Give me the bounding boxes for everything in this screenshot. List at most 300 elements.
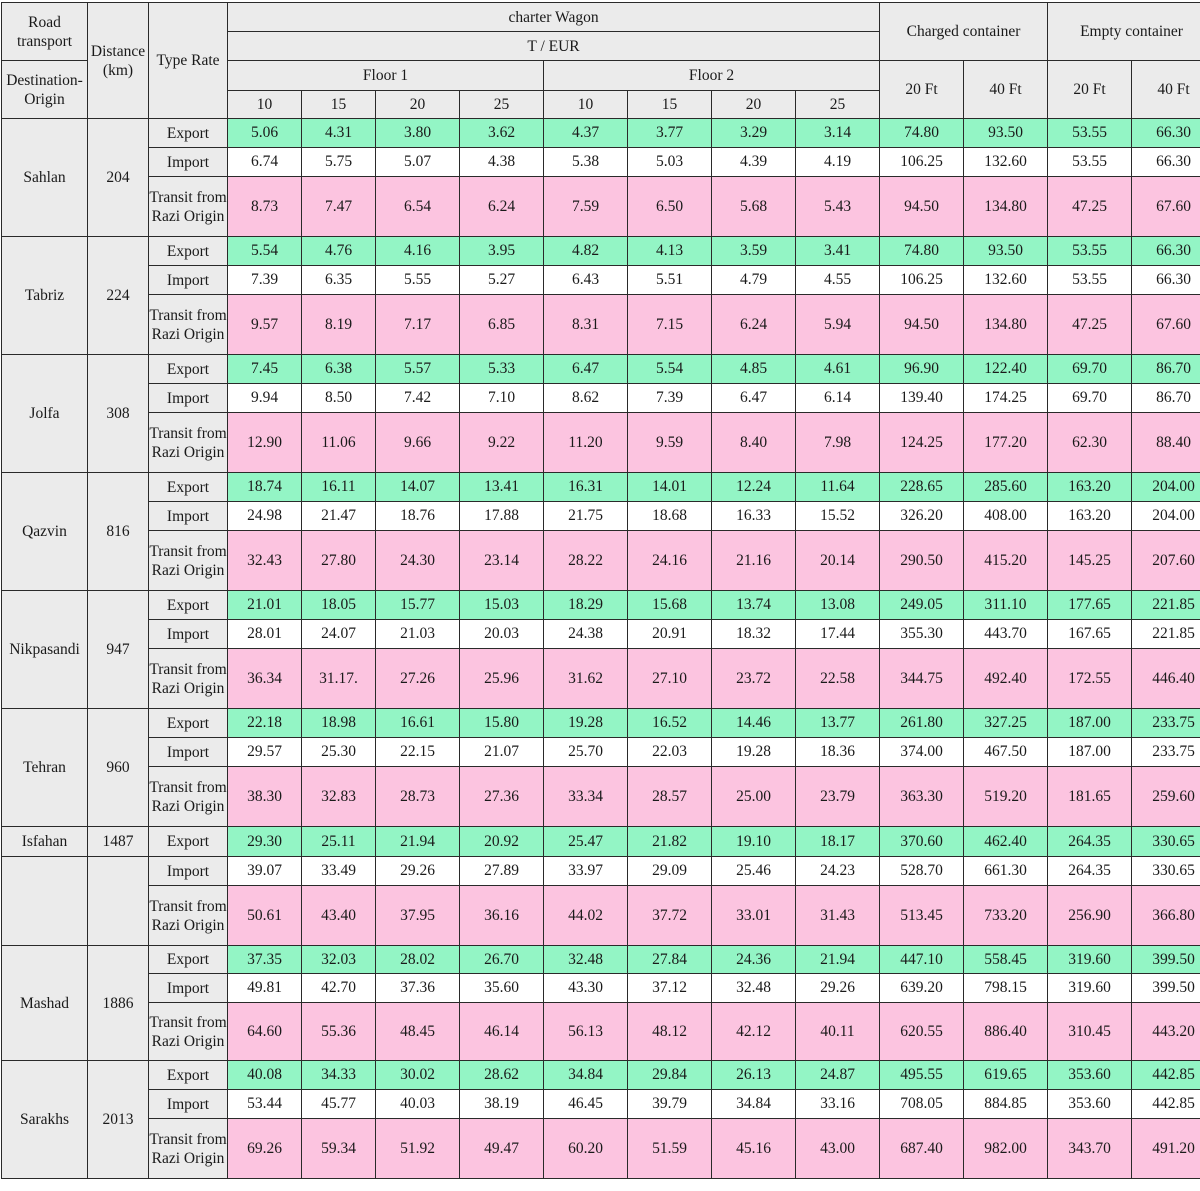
rate-value-cell: 343.70 — [1048, 1119, 1132, 1179]
rate-value-cell: 23.79 — [796, 767, 880, 827]
rate-value-cell: 8.73 — [228, 177, 302, 237]
rate-value-cell: 27.26 — [376, 649, 460, 709]
rate-value-cell: 4.55 — [796, 266, 880, 295]
rate-value-cell: 21.47 — [302, 502, 376, 531]
rate-value-cell: 66.30 — [1132, 237, 1200, 266]
rate-value-cell: 221.85 — [1132, 620, 1200, 649]
rate-value-cell: 29.26 — [796, 974, 880, 1003]
rate-value-cell: 330.65 — [1132, 857, 1200, 886]
rate-value-cell: 207.60 — [1132, 531, 1200, 591]
rate-value-cell: 21.01 — [228, 591, 302, 620]
rate-value-cell: 7.98 — [796, 413, 880, 473]
rate-value-cell: 492.40 — [964, 649, 1048, 709]
rate-value-cell: 467.50 — [964, 738, 1048, 767]
rate-value-cell: 27.84 — [628, 946, 712, 974]
rate-value-cell: 233.75 — [1132, 709, 1200, 738]
floor2-header: Floor 2 — [544, 61, 880, 91]
type-rate-cell: Export — [149, 119, 228, 148]
type-rate-cell: Import — [149, 738, 228, 767]
rate-value-cell: 19.28 — [544, 709, 628, 738]
type-rate-cell: Export — [149, 237, 228, 266]
freight-rate-table — [1, 2, 1200, 1179]
floor1-header: Floor 1 — [228, 61, 544, 91]
rate-value-cell: 399.50 — [1132, 974, 1200, 1003]
table-row — [2, 531, 1200, 591]
rate-value-cell: 28.57 — [628, 767, 712, 827]
rate-value-cell: 374.00 — [880, 738, 964, 767]
rate-value-cell: 74.80 — [880, 119, 964, 148]
rate-value-cell: 28.73 — [376, 767, 460, 827]
rate-value-cell: 326.20 — [880, 502, 964, 531]
rate-value-cell: 18.76 — [376, 502, 460, 531]
rate-value-cell: 31.43 — [796, 886, 880, 946]
charged-40ft-header: 40 Ft — [964, 61, 1048, 119]
rate-value-cell: 18.68 — [628, 502, 712, 531]
rate-value-cell: 13.77 — [796, 709, 880, 738]
rate-value-cell: 39.07 — [228, 857, 302, 886]
rate-value-cell: 285.60 — [964, 473, 1048, 502]
rate-value-cell: 14.46 — [712, 709, 796, 738]
rate-value-cell: 14.01 — [628, 473, 712, 502]
rate-value-cell: 24.87 — [796, 1061, 880, 1090]
rate-value-cell: 24.38 — [544, 620, 628, 649]
rate-value-cell: 528.70 — [880, 857, 964, 886]
rate-value-cell: 26.70 — [460, 946, 544, 974]
rate-value-cell: 20.03 — [460, 620, 544, 649]
rate-value-cell: 11.64 — [796, 473, 880, 502]
rate-value-cell: 6.24 — [460, 177, 544, 237]
rate-value-cell: 264.35 — [1048, 857, 1132, 886]
rate-value-cell: 4.61 — [796, 355, 880, 384]
rate-value-cell: 661.30 — [964, 857, 1048, 886]
rate-value-cell: 16.11 — [302, 473, 376, 502]
rate-value-cell: 5.27 — [460, 266, 544, 295]
rate-value-cell: 46.14 — [460, 1003, 544, 1061]
rate-value-cell: 9.59 — [628, 413, 712, 473]
rate-value-cell: 733.20 — [964, 886, 1048, 946]
rate-value-cell: 174.25 — [964, 384, 1048, 413]
type-rate-cell: Transit from Razi Origin — [149, 295, 228, 355]
rate-value-cell: 134.80 — [964, 295, 1048, 355]
rate-value-cell: 884.85 — [964, 1090, 1048, 1119]
rate-value-cell: 24.23 — [796, 857, 880, 886]
rate-value-cell: 37.95 — [376, 886, 460, 946]
type-rate-cell: Export — [149, 827, 228, 857]
rate-value-cell: 18.05 — [302, 591, 376, 620]
rate-value-cell: 25.70 — [544, 738, 628, 767]
rate-value-cell: 7.10 — [460, 384, 544, 413]
rate-value-cell: 5.51 — [628, 266, 712, 295]
rate-value-cell: 5.57 — [376, 355, 460, 384]
table-row — [2, 413, 1200, 473]
rate-value-cell: 55.36 — [302, 1003, 376, 1061]
rate-value-cell: 513.45 — [880, 886, 964, 946]
rate-value-cell: 5.94 — [796, 295, 880, 355]
rate-value-cell: 5.55 — [376, 266, 460, 295]
tonnage-header: 20 — [376, 91, 460, 119]
rate-value-cell: 687.40 — [880, 1119, 964, 1179]
type-rate-cell: Export — [149, 473, 228, 502]
rate-value-cell: 45.77 — [302, 1090, 376, 1119]
table-body — [2, 119, 1200, 1179]
rate-value-cell: 27.36 — [460, 767, 544, 827]
distance-cell: 2013 — [88, 1061, 149, 1179]
rate-value-cell: 27.89 — [460, 857, 544, 886]
rate-value-cell: 21.94 — [376, 827, 460, 857]
rate-value-cell: 13.74 — [712, 591, 796, 620]
rate-value-cell: 19.10 — [712, 827, 796, 857]
rate-value-cell: 5.07 — [376, 148, 460, 177]
rate-value-cell: 88.40 — [1132, 413, 1200, 473]
rate-value-cell: 319.60 — [1048, 946, 1132, 974]
rate-value-cell: 370.60 — [880, 827, 964, 857]
rate-value-cell: 18.74 — [228, 473, 302, 502]
rate-value-cell: 36.34 — [228, 649, 302, 709]
tonnage-header: 15 — [628, 91, 712, 119]
rate-value-cell: 47.25 — [1048, 177, 1132, 237]
rate-value-cell: 353.60 — [1048, 1061, 1132, 1090]
rate-value-cell: 5.03 — [628, 148, 712, 177]
destination-cell: Jolfa — [2, 355, 88, 473]
rate-value-cell: 44.02 — [544, 886, 628, 946]
distance-cell-empty — [88, 857, 149, 946]
rate-value-cell: 35.60 — [460, 974, 544, 1003]
tonnage-header: 15 — [302, 91, 376, 119]
rate-value-cell: 17.44 — [796, 620, 880, 649]
rate-value-cell: 181.65 — [1048, 767, 1132, 827]
rate-value-cell: 259.60 — [1132, 767, 1200, 827]
rate-value-cell: 124.25 — [880, 413, 964, 473]
rate-value-cell: 32.48 — [544, 946, 628, 974]
rate-value-cell: 46.45 — [544, 1090, 628, 1119]
destination-cell: Tehran — [2, 709, 88, 827]
rate-value-cell: 6.50 — [628, 177, 712, 237]
rate-value-cell: 24.30 — [376, 531, 460, 591]
rate-value-cell: 53.55 — [1048, 237, 1132, 266]
table-row — [2, 1061, 1200, 1090]
destination-origin-header: Destination-Origin — [2, 61, 88, 119]
type-rate-cell: Import — [149, 857, 228, 886]
table-row — [2, 886, 1200, 946]
rate-value-cell: 6.54 — [376, 177, 460, 237]
rate-value-cell: 25.96 — [460, 649, 544, 709]
table-row — [2, 946, 1200, 974]
rate-value-cell: 639.20 — [880, 974, 964, 1003]
rate-value-cell: 5.38 — [544, 148, 628, 177]
road-transport-header: Road transport — [2, 3, 88, 61]
rate-value-cell: 74.80 — [880, 237, 964, 266]
rate-value-cell: 6.47 — [544, 355, 628, 384]
type-rate-cell: Transit from Razi Origin — [149, 1119, 228, 1179]
rate-value-cell: 51.92 — [376, 1119, 460, 1179]
rate-value-cell: 15.68 — [628, 591, 712, 620]
rate-value-cell: 5.54 — [228, 237, 302, 266]
rate-value-cell: 34.84 — [544, 1061, 628, 1090]
table-row — [2, 591, 1200, 620]
rate-value-cell: 17.88 — [460, 502, 544, 531]
rate-value-cell: 261.80 — [880, 709, 964, 738]
rate-value-cell: 447.10 — [880, 946, 964, 974]
type-rate-cell: Import — [149, 384, 228, 413]
tonnage-header: 25 — [796, 91, 880, 119]
rate-value-cell: 48.12 — [628, 1003, 712, 1061]
table-row — [2, 266, 1200, 295]
rate-value-cell: 13.41 — [460, 473, 544, 502]
destination-cell: Qazvin — [2, 473, 88, 591]
distance-cell: 204 — [88, 119, 149, 237]
rate-value-cell: 311.10 — [964, 591, 1048, 620]
rate-value-cell: 4.39 — [712, 148, 796, 177]
rate-value-cell: 9.22 — [460, 413, 544, 473]
rate-value-cell: 344.75 — [880, 649, 964, 709]
rate-value-cell: 40.11 — [796, 1003, 880, 1061]
rate-value-cell: 69.70 — [1048, 384, 1132, 413]
rate-value-cell: 3.80 — [376, 119, 460, 148]
rate-value-cell: 31.62 — [544, 649, 628, 709]
rate-value-cell: 620.55 — [880, 1003, 964, 1061]
rate-value-cell: 177.65 — [1048, 591, 1132, 620]
table-row — [2, 295, 1200, 355]
rate-value-cell: 363.30 — [880, 767, 964, 827]
type-rate-cell: Import — [149, 1090, 228, 1119]
rate-value-cell: 6.43 — [544, 266, 628, 295]
rate-value-cell: 45.16 — [712, 1119, 796, 1179]
rate-value-cell: 67.60 — [1132, 295, 1200, 355]
rate-value-cell: 18.29 — [544, 591, 628, 620]
empty-container-header: Empty container — [1048, 3, 1200, 61]
rate-value-cell: 249.05 — [880, 591, 964, 620]
table-row — [2, 237, 1200, 266]
rate-value-cell: 23.14 — [460, 531, 544, 591]
rate-value-cell: 8.50 — [302, 384, 376, 413]
rate-value-cell: 43.30 — [544, 974, 628, 1003]
rate-value-cell: 12.24 — [712, 473, 796, 502]
rate-value-cell: 29.09 — [628, 857, 712, 886]
rate-value-cell: 47.25 — [1048, 295, 1132, 355]
rate-value-cell: 366.80 — [1132, 886, 1200, 946]
rate-value-cell: 8.40 — [712, 413, 796, 473]
rate-value-cell: 443.70 — [964, 620, 1048, 649]
rate-value-cell: 446.40 — [1132, 649, 1200, 709]
charter-wagon-header: charter Wagon — [228, 3, 880, 32]
table-row — [2, 177, 1200, 237]
table-row — [2, 767, 1200, 827]
rate-value-cell: 38.30 — [228, 767, 302, 827]
rate-value-cell: 26.13 — [712, 1061, 796, 1090]
rate-value-cell: 37.36 — [376, 974, 460, 1003]
rate-value-cell: 204.00 — [1132, 473, 1200, 502]
type-rate-cell: Import — [149, 266, 228, 295]
rate-value-cell: 495.55 — [880, 1061, 964, 1090]
rate-value-cell: 22.58 — [796, 649, 880, 709]
rate-value-cell: 353.60 — [1048, 1090, 1132, 1119]
empty-40ft-header: 40 Ft — [1132, 61, 1200, 119]
rate-value-cell: 53.44 — [228, 1090, 302, 1119]
rate-value-cell: 25.30 — [302, 738, 376, 767]
rate-value-cell: 187.00 — [1048, 738, 1132, 767]
rate-value-cell: 21.82 — [628, 827, 712, 857]
rate-value-cell: 93.50 — [964, 119, 1048, 148]
table-row — [2, 649, 1200, 709]
rate-value-cell: 20.14 — [796, 531, 880, 591]
rate-value-cell: 462.40 — [964, 827, 1048, 857]
rate-value-cell: 49.81 — [228, 974, 302, 1003]
rate-value-cell: 310.45 — [1048, 1003, 1132, 1061]
rate-value-cell: 221.85 — [1132, 591, 1200, 620]
rate-value-cell: 28.01 — [228, 620, 302, 649]
type-rate-cell: Export — [149, 946, 228, 974]
rate-value-cell: 442.85 — [1132, 1061, 1200, 1090]
rate-value-cell: 415.20 — [964, 531, 1048, 591]
unit-header: T / EUR — [228, 32, 880, 61]
rate-value-cell: 132.60 — [964, 148, 1048, 177]
rate-value-cell: 34.84 — [712, 1090, 796, 1119]
destination-cell: Sahlan — [2, 119, 88, 237]
rate-value-cell: 20.91 — [628, 620, 712, 649]
rate-value-cell: 22.03 — [628, 738, 712, 767]
rate-value-cell: 33.34 — [544, 767, 628, 827]
rate-value-cell: 172.55 — [1048, 649, 1132, 709]
rate-value-cell: 21.03 — [376, 620, 460, 649]
rate-value-cell: 7.59 — [544, 177, 628, 237]
rate-value-cell: 4.79 — [712, 266, 796, 295]
rate-value-cell: 19.28 — [712, 738, 796, 767]
type-rate-cell: Export — [149, 709, 228, 738]
distance-cell: 1886 — [88, 946, 149, 1061]
rate-value-cell: 4.85 — [712, 355, 796, 384]
distance-cell: 947 — [88, 591, 149, 709]
rate-value-cell: 9.57 — [228, 295, 302, 355]
rate-value-cell: 38.19 — [460, 1090, 544, 1119]
rate-value-cell: 27.80 — [302, 531, 376, 591]
rate-value-cell: 3.62 — [460, 119, 544, 148]
rate-value-cell: 3.14 — [796, 119, 880, 148]
rate-value-cell: 290.50 — [880, 531, 964, 591]
rate-value-cell: 7.47 — [302, 177, 376, 237]
rate-value-cell: 15.77 — [376, 591, 460, 620]
rate-value-cell: 62.30 — [1048, 413, 1132, 473]
rate-value-cell: 8.31 — [544, 295, 628, 355]
rate-value-cell: 167.65 — [1048, 620, 1132, 649]
rate-value-cell: 14.07 — [376, 473, 460, 502]
rate-value-cell: 37.35 — [228, 946, 302, 974]
rate-value-cell: 886.40 — [964, 1003, 1048, 1061]
rate-value-cell: 29.26 — [376, 857, 460, 886]
type-rate-cell: Transit from Razi Origin — [149, 1003, 228, 1061]
rate-value-cell: 40.03 — [376, 1090, 460, 1119]
table-row — [2, 857, 1200, 886]
rate-value-cell: 18.17 — [796, 827, 880, 857]
destination-cell-empty — [2, 857, 88, 946]
type-rate-cell: Transit from Razi Origin — [149, 767, 228, 827]
distance-cell: 1487 — [88, 827, 149, 857]
rate-value-cell: 122.40 — [964, 355, 1048, 384]
rate-value-cell: 8.19 — [302, 295, 376, 355]
distance-cell: 816 — [88, 473, 149, 591]
type-rate-cell: Import — [149, 148, 228, 177]
rate-value-cell: 139.40 — [880, 384, 964, 413]
rate-value-cell: 4.31 — [302, 119, 376, 148]
rate-value-cell: 4.76 — [302, 237, 376, 266]
rate-value-cell: 9.94 — [228, 384, 302, 413]
empty-20ft-header: 20 Ft — [1048, 61, 1132, 119]
rate-value-cell: 134.80 — [964, 177, 1048, 237]
rate-value-cell: 798.15 — [964, 974, 1048, 1003]
rate-value-cell: 94.50 — [880, 177, 964, 237]
rate-value-cell: 27.10 — [628, 649, 712, 709]
rate-value-cell: 3.59 — [712, 237, 796, 266]
rate-value-cell: 25.46 — [712, 857, 796, 886]
table-row — [2, 148, 1200, 177]
rate-value-cell: 93.50 — [964, 237, 1048, 266]
table-row — [2, 620, 1200, 649]
rate-value-cell: 319.60 — [1048, 974, 1132, 1003]
rate-value-cell: 9.66 — [376, 413, 460, 473]
rate-value-cell: 24.07 — [302, 620, 376, 649]
type-rate-cell: Export — [149, 355, 228, 384]
rate-value-cell: 53.55 — [1048, 266, 1132, 295]
rate-value-cell: 24.16 — [628, 531, 712, 591]
type-rate-cell: Import — [149, 502, 228, 531]
rate-value-cell: 50.61 — [228, 886, 302, 946]
rate-value-cell: 86.70 — [1132, 355, 1200, 384]
type-rate-header: Type Rate — [149, 3, 228, 119]
type-rate-cell: Transit from Razi Origin — [149, 886, 228, 946]
rate-value-cell: 42.12 — [712, 1003, 796, 1061]
rate-value-cell: 204.00 — [1132, 502, 1200, 531]
rate-value-cell: 49.47 — [460, 1119, 544, 1179]
rate-value-cell: 60.20 — [544, 1119, 628, 1179]
rate-value-cell: 31.17. — [302, 649, 376, 709]
type-rate-cell: Transit from Razi Origin — [149, 413, 228, 473]
rate-value-cell: 22.15 — [376, 738, 460, 767]
rate-value-cell: 6.74 — [228, 148, 302, 177]
rate-value-cell: 64.60 — [228, 1003, 302, 1061]
destination-cell: Mashad — [2, 946, 88, 1061]
rate-value-cell: 20.92 — [460, 827, 544, 857]
rate-value-cell: 355.30 — [880, 620, 964, 649]
rate-value-cell: 32.48 — [712, 974, 796, 1003]
rate-value-cell: 7.39 — [228, 266, 302, 295]
distance-cell: 224 — [88, 237, 149, 355]
rate-value-cell: 37.12 — [628, 974, 712, 1003]
rate-value-cell: 6.38 — [302, 355, 376, 384]
rate-value-cell: 5.33 — [460, 355, 544, 384]
table-row — [2, 1003, 1200, 1061]
rate-value-cell: 4.37 — [544, 119, 628, 148]
rate-value-cell: 15.52 — [796, 502, 880, 531]
rate-value-cell: 6.14 — [796, 384, 880, 413]
type-rate-cell: Import — [149, 974, 228, 1003]
table-row — [2, 473, 1200, 502]
rate-value-cell: 619.65 — [964, 1061, 1048, 1090]
rate-value-cell: 51.59 — [628, 1119, 712, 1179]
rate-value-cell: 32.03 — [302, 946, 376, 974]
rate-value-cell: 33.01 — [712, 886, 796, 946]
rate-value-cell: 4.82 — [544, 237, 628, 266]
rate-value-cell: 30.02 — [376, 1061, 460, 1090]
rate-value-cell: 67.60 — [1132, 177, 1200, 237]
rate-value-cell: 21.94 — [796, 946, 880, 974]
rate-value-cell: 11.20 — [544, 413, 628, 473]
rate-value-cell: 16.61 — [376, 709, 460, 738]
tonnage-header: 25 — [460, 91, 544, 119]
rate-value-cell: 29.30 — [228, 827, 302, 857]
rate-value-cell: 42.70 — [302, 974, 376, 1003]
rate-value-cell: 34.33 — [302, 1061, 376, 1090]
type-rate-cell: Transit from Razi Origin — [149, 649, 228, 709]
rate-value-cell: 256.90 — [1048, 886, 1132, 946]
